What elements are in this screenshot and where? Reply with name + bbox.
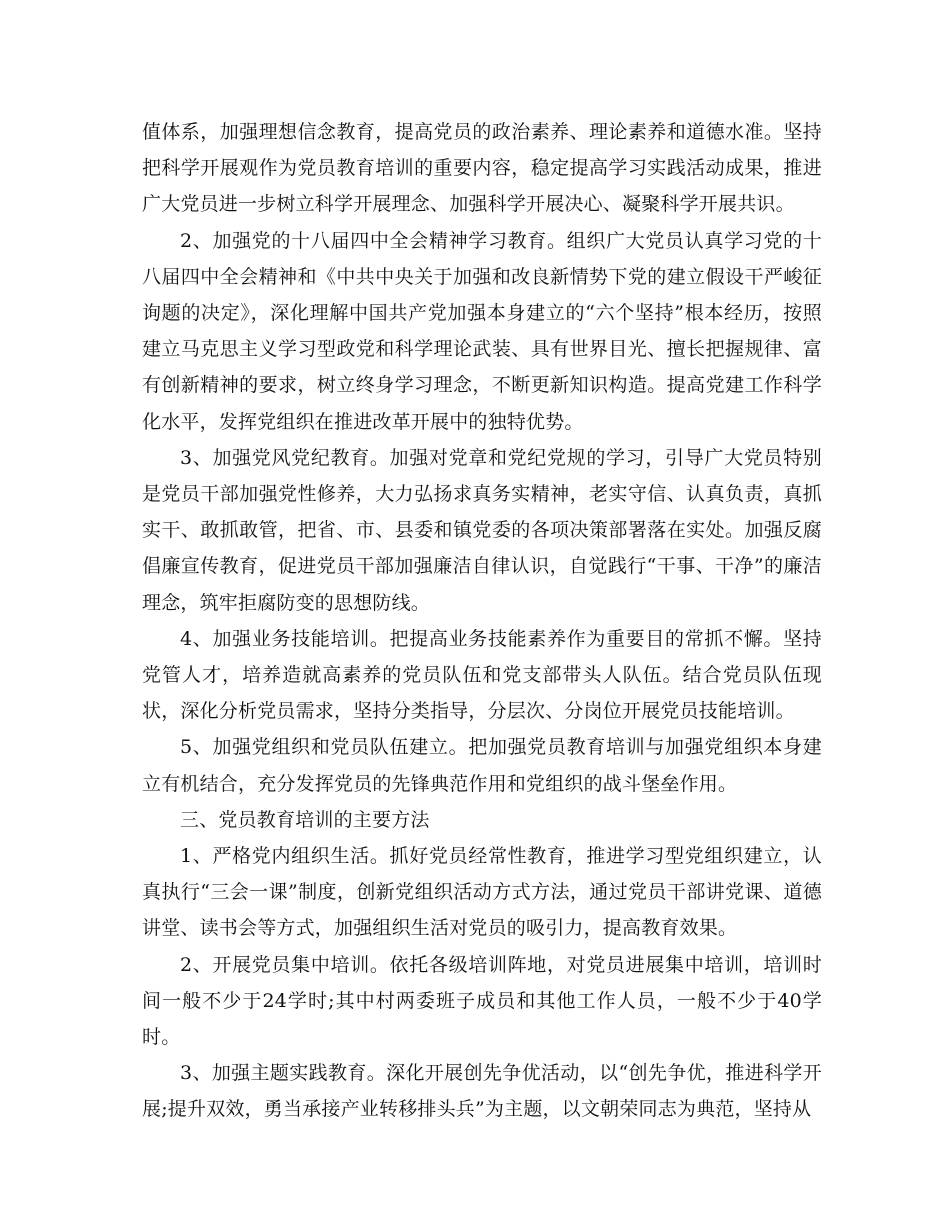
paragraph-continuation: 值体系，加强理想信念教育，提高党员的政治素养、理论素养和道德水准。坚持把科学开展观作为党员教育培训的重要内容，稳定提高学习实践活动成果，推进广大党员进一步树立科学开展理念、加强科学开展决心、凝聚科学开展共识。: [142, 121, 822, 216]
paragraph-method-3: 3、加强主题实践教育。深化开展创先争优活动，以“创先争优，推进科学开展;提升双效，勇当承接产业转移排头兵”为主题，以文朝荣同志为典范，坚持从: [142, 1062, 822, 1121]
document-body: [142, 114, 822, 1128]
paragraph-item-5: 5、加强党组织和党员队伍建立。把加强党员教育培训与加强党组织本身建立有机结合，充分发挥党员的先锋典范作用和党组织的战斗堡垒作用。: [142, 736, 822, 795]
paragraph-item-2: 2、加强党的十八届四中全会精神学习教育。组织广大党员认真学习党的十八届四中全会精神和《中共中央关于加强和改良新情势下党的建立假设干严峻征询题的决定》，深化理解中国共产党加强本身建立的“六个坚持”根本经历，按照建立马克思主义学习型政党和科学理论武装、具有世界目光、擅长把握规律、富有创新精神的要求，树立终身学习理念，不断更新知识构造。提高党建工作科学化水平，发挥党组织在推进改革开展中的独特优势。: [142, 229, 822, 433]
paragraph-method-2: 2、开展党员集中培训。依托各级培训阵地，对党员进展集中培训，培训时间一般不少于24学时;其中村两委班子成员和其他工作人员，一般不少于40学时。: [142, 953, 822, 1049]
section-heading-methods: 三、党员教育培训的主要方法: [180, 808, 430, 831]
paragraph-method-1: 1、严格党内组织生活。抓好党员经常性教育，推进学习型党组织建立，认真执行“三会一课”制度，创新党组织活动方式方法，通过党员干部讲党课、道德讲堂、读书会等方式，加强组织生活对党员的吸引力，提高教育效果。: [142, 845, 822, 940]
paragraph-item-4: 4、加强业务技能培训。把提高业务技能素养作为重要目的常抓不懈。坚持党管人才，培养造就高素养的党员队伍和党支部带头人队伍。结合党员队伍现状，深化分析党员需求，坚持分类指导，分层次、分岗位开展党员技能培训。: [142, 627, 822, 723]
paragraph-item-3: 3、加强党风党纪教育。加强对党章和党纪党规的学习，引导广大党员特别是党员干部加强党性修养，大力弘扬求真务实精神，老实守信、认真负责，真抓实干、敢抓敢管，把省、市、县委和镇党委的各项决策部署落在实处。加强反腐倡廉宣传教育，促进党员干部加强廉洁自律认识，自觉践行“干事、干净”的廉洁理念，筑牢拒腐防变的思想防线。: [142, 446, 822, 614]
